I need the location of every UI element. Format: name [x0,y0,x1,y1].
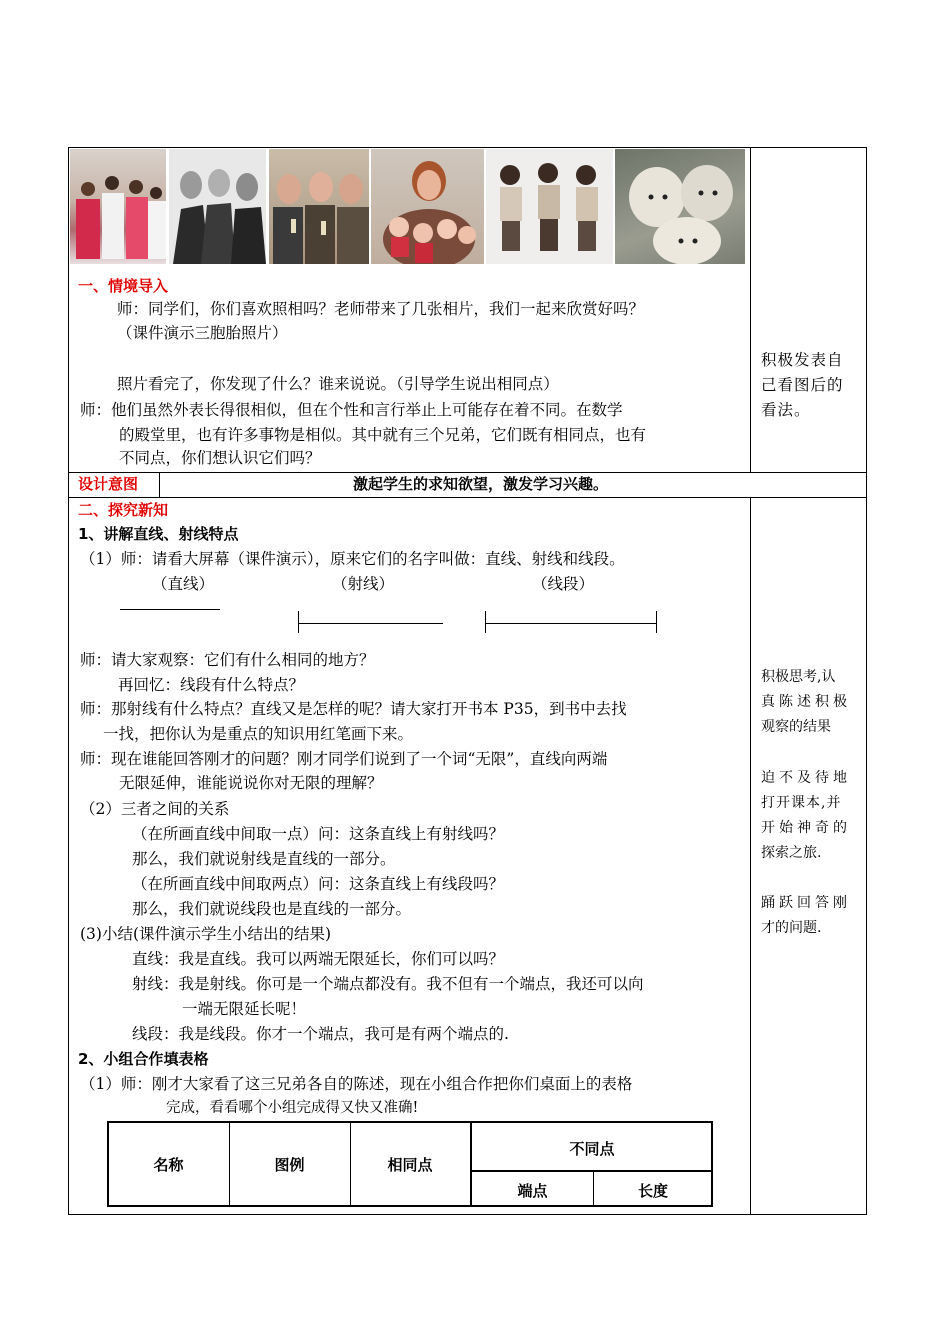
section2-line: （在所画直线中间取一点）问：这条直线上有射线吗？ [132,825,505,843]
section1-side-line: 己看图后的 [761,376,844,394]
polar-bear-cubs-photo [615,149,745,264]
section2-line: （2）三者之间的关系 [80,800,230,818]
section2-side-line: 踊跃回答刚 [761,895,851,911]
section2-sub2: 2、小组合作填表格 [78,1050,209,1068]
section2-side-line: 才的问题. [761,920,822,936]
table-header-same: 相同点 [387,1156,433,1174]
section1-line: 照片看完了，你发现了什么？谁来说说。（引导学生说出相同点） [117,375,559,393]
intro-cell-side [750,147,867,473]
section1-line: 师：同学们，你们喜欢照相吗？老师带来了几张相片，我们一起来欣赏好吗？ [117,300,645,318]
section2-line: 一找，把你认为是重点的知识用红笔画下来。 [103,725,414,743]
section2-intro: （1）师：请看大屏幕（课件演示），原来它们的名字叫做：直线、射线和线段。 [80,550,625,568]
design-intent-text: 激起学生的求知欲望，激发学习兴趣。 [353,475,609,493]
section2-line2: （1）师：刚才大家看了这三兄弟各自的陈述，现在小组合作把你们桌面上的表格 [80,1075,633,1093]
table-row-divider [470,1170,712,1172]
table-header-diff: 不同点 [569,1140,615,1158]
segment-label: （线段） [532,575,595,593]
section1-line: 的殿堂里，也有许多事物是相似。其中就有三个兄弟，它们既有相同点，也有 [119,426,647,444]
mother-babies-photo [371,149,484,264]
section1-line: （课件演示三胞胎照片） [117,324,288,342]
section2-line: 那么，我们就说线段也是直线的一部分。 [132,900,412,918]
design-intent-divider [159,472,160,498]
table-header-length: 长度 [637,1182,668,1200]
section2-line: 直线：我是直线。我可以两端无限延长，你们可以吗？ [132,950,505,968]
segment-endpoint-left [485,611,486,633]
section1-line: 不同点，你们想认识它们吗？ [119,449,321,467]
section2-side-line: 积极思考,认 [761,669,836,685]
section2-title: 二、探究新知 [78,501,169,519]
section2-line: （在所画直线中间取两点）问：这条直线上有线段吗？ [132,875,505,893]
section2-line: 师：那射线有什么特点？直线又是怎样的呢？请大家打开书本 P35，到书中去找 [80,700,627,718]
section2-line: 再回忆：线段有什么特点？ [118,676,305,694]
family-photo [70,149,166,264]
section1-title: 一、情境导入 [78,277,169,295]
section2-line: (3)小结(课件演示学生小结出的结果) [80,925,332,943]
table-header-name: 名称 [153,1156,184,1174]
elderly-triplets-photo [269,149,369,264]
ray-figure [298,623,443,624]
table-header-figure: 图例 [274,1156,305,1174]
ray-label: （射线） [332,575,395,593]
section2-line: 无限延伸，谁能说说你对无限的理解？ [119,774,383,792]
ray-endpoint [298,611,299,633]
section2-line: 射线：我是射线。你可是一个端点都没有。我不但有一个端点，我还可以向 [132,975,644,993]
section2-line2: 完成，看看哪个小组完成得又快又准确! [166,1100,419,1116]
section1-line: 师：他们虽然外表长得很相似，但在个性和言行举止上可能存在着不同。在数学 [80,401,623,419]
section2-side-line: 真陈述积极 [761,694,851,710]
design-intent-label: 设计意图 [78,475,139,493]
brothers-bw-photo [169,149,266,264]
section2-line: 一端无限延长呢！ [182,1000,307,1018]
line-label: （直线） [152,575,215,593]
section2-line: 师：现在谁能回答刚才的问题？刚才同学们说到了一个词“无限”，直线向两端 [80,750,608,768]
segment-endpoint-right [656,611,657,633]
section2-side-line: 迫不及待地 [761,770,851,786]
segment-figure [485,623,657,624]
section2-line: 那么，我们就说射线是直线的一部分。 [132,850,396,868]
section2-side-line: 观察的结果 [761,719,831,735]
section1-side-line: 积极发表自 [761,351,844,369]
toddler-triplets-photo [486,149,613,264]
section2-side-line: 探索之旅. [761,845,822,861]
section1-side-line: 看法。 [761,401,811,419]
section2-line: 师：请大家观察：它们有什么相同的地方？ [80,651,375,669]
section2-side-line: 打开课本,并 [761,795,842,811]
table-header-endpoint: 端点 [517,1182,548,1200]
section2-line: 线段：我是线段。你才一个端点，我可是有两个端点的. [132,1025,509,1043]
section2-side-line: 开始神奇的 [761,820,851,836]
section2-sub1: 1、讲解直线、射线特点 [78,525,239,543]
line-figure [120,609,220,610]
